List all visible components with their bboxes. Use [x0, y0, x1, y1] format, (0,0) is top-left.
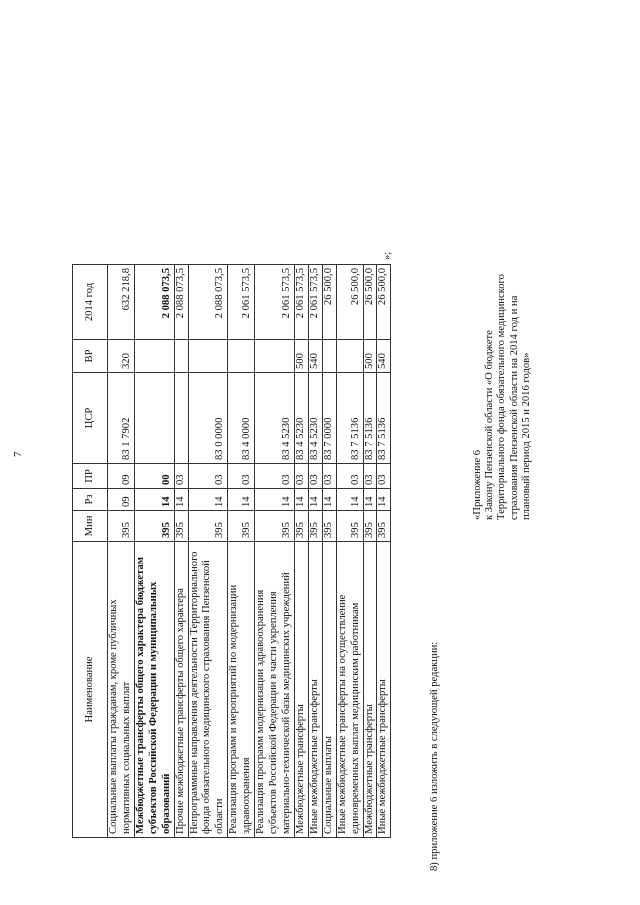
row-name-cell: Реализация программ модернизации здравоохранения субъектов Российской Федерации в части укрепления материально-технической базы медицинских учреждений: [255, 542, 295, 838]
row-name-cell: Межбюджетные трансферты: [363, 542, 377, 838]
row-vr-cell: 540: [377, 340, 391, 373]
row-csr-cell: [134, 373, 174, 464]
row-vr-cell: [188, 340, 228, 373]
row-name-cell: Иные межбюджетные трансферты на осуществление единовременных выплат медицинским работникам: [336, 542, 363, 838]
table-row: [308, 265, 322, 838]
row-rz-cell: 14: [308, 489, 322, 511]
appendix-line: страхования Пензенской области на 2014 год и на: [508, 295, 520, 520]
table-row: [363, 265, 377, 838]
amendment-item-8: 8) приложение 6 изложить в следующей редакции:: [429, 641, 440, 871]
row-amount-cell: 632 218,8: [108, 265, 135, 340]
row-csr-cell: [174, 373, 188, 464]
row-rz-cell: 14: [255, 489, 295, 511]
row-name-cell: Прочие межбюджетные трансферты общего характера: [174, 542, 188, 838]
table-body: [108, 265, 391, 838]
row-name-cell: Социальные выплаты гражданам, кроме публичных нормативных социальных выплат: [108, 542, 135, 838]
row-name-cell: Межбюджетные трансферты: [294, 542, 308, 838]
row-min-cell: 395: [108, 511, 135, 542]
header-pr: ПР: [73, 464, 108, 489]
row-pr-cell: 03: [228, 464, 255, 489]
row-vr-cell: 320: [108, 340, 135, 373]
row-rz-cell: 14: [336, 489, 363, 511]
table-row: [188, 265, 228, 838]
row-min-cell: 395: [336, 511, 363, 542]
row-csr-cell: 83 7 5136: [363, 373, 377, 464]
row-vr-cell: [255, 340, 295, 373]
row-pr-cell: 03: [294, 464, 308, 489]
row-name-cell: Непрограммные направления деятельности Территориального фонда обязательного медицинского страхования Пензенской области: [188, 542, 228, 838]
row-min-cell: 395: [308, 511, 322, 542]
row-amount-cell: 26 500,0: [363, 265, 377, 340]
table-row: [255, 265, 295, 838]
appendix-line: Территориального фонда обязательного медицинского: [496, 274, 508, 520]
row-amount-cell: 26 500,0: [322, 265, 336, 340]
row-csr-cell: 83 7 5136: [336, 373, 363, 464]
header-name: Наименование: [73, 542, 108, 838]
header-min: Мин: [73, 511, 108, 542]
row-amount-cell: 26 500,0: [336, 265, 363, 340]
row-amount-cell: 2 061 573,5: [255, 265, 295, 340]
row-rz-cell: 14: [174, 489, 188, 511]
row-rz-cell: 09: [108, 489, 135, 511]
row-min-cell: 395: [228, 511, 255, 542]
row-min-cell: 395: [255, 511, 295, 542]
appendix-heading: [472, 274, 533, 520]
row-pr-cell: 03: [255, 464, 295, 489]
row-pr-cell: 03: [322, 464, 336, 489]
row-csr-cell: 83 1 7902: [108, 373, 135, 464]
row-csr-cell: 83 4 5230: [308, 373, 322, 464]
row-pr-cell: 03: [363, 464, 377, 489]
row-min-cell: 395: [294, 511, 308, 542]
row-csr-cell: 83 4 0000: [228, 373, 255, 464]
appendix-line: плановый период 2015 и 2016 годов»: [520, 352, 532, 520]
appendix-line: «Приложение 6: [472, 449, 483, 520]
row-name-cell: Реализация программ и мероприятий по модернизации здравоохранения: [228, 542, 255, 838]
appendix-line: к Закону Пензенской области «О бюджете: [484, 330, 496, 520]
row-vr-cell: 540: [308, 340, 322, 373]
table-header-row: [73, 265, 108, 838]
row-amount-cell: 2 088 073,5: [188, 265, 228, 340]
table-row: [174, 265, 188, 838]
row-csr-cell: 83 7 0000: [322, 373, 336, 464]
page-number: 7: [12, 451, 24, 457]
row-amount-cell: 2 088 073,5: [174, 265, 188, 340]
row-min-cell: 395: [188, 511, 228, 542]
row-rz-cell: 14: [228, 489, 255, 511]
row-vr-cell: [134, 340, 174, 373]
row-vr-cell: 500: [294, 340, 308, 373]
row-pr-cell: 03: [336, 464, 363, 489]
table-row: [336, 265, 363, 838]
row-name-cell: Социальные выплаты: [322, 542, 336, 838]
row-vr-cell: [336, 340, 363, 373]
table-row: [377, 265, 391, 838]
row-vr-cell: 500: [363, 340, 377, 373]
row-name-cell: Межбюджетные трансферты общего характера бюджетам субъектов Российской Федерации и муниципальных образований: [134, 542, 174, 838]
row-csr-cell: 83 7 5136: [377, 373, 391, 464]
row-pr-cell: 03: [308, 464, 322, 489]
header-rz: Рз: [73, 489, 108, 511]
row-pr-cell: 00: [134, 464, 174, 489]
row-pr-cell: 03: [174, 464, 188, 489]
row-min-cell: 395: [363, 511, 377, 542]
header-vr: ВР: [73, 340, 108, 373]
row-rz-cell: 14: [322, 489, 336, 511]
row-csr-cell: 83 4 5230: [255, 373, 295, 464]
header-year: 2014 год: [73, 265, 108, 340]
row-pr-cell: 03: [377, 464, 391, 489]
row-vr-cell: [174, 340, 188, 373]
row-min-cell: 395: [134, 511, 174, 542]
header-csr: ЦСР: [73, 373, 108, 464]
row-rz-cell: 14: [363, 489, 377, 511]
table-row: [134, 265, 174, 838]
budget-table: [72, 264, 391, 838]
row-name-cell: Иные межбюджетные трансферты: [308, 542, 322, 838]
table-row: [228, 265, 255, 838]
row-rz-cell: 14: [188, 489, 228, 511]
table-row: [108, 265, 135, 838]
row-amount-cell: 2 061 573,5: [294, 265, 308, 340]
row-rz-cell: 14: [377, 489, 391, 511]
row-csr-cell: 83 0 0000: [188, 373, 228, 464]
row-amount-cell: 2 061 573,5: [308, 265, 322, 340]
closing-quote-mark: »;: [382, 251, 393, 260]
row-min-cell: 395: [377, 511, 391, 542]
row-csr-cell: 83 4 5230: [294, 373, 308, 464]
row-name-cell: Иные межбюджетные трансферты: [377, 542, 391, 838]
row-vr-cell: [322, 340, 336, 373]
row-pr-cell: 09: [108, 464, 135, 489]
table-row: [322, 265, 336, 838]
row-min-cell: 395: [322, 511, 336, 542]
row-rz-cell: 14: [134, 489, 174, 511]
table-row: [294, 265, 308, 838]
row-amount-cell: 26 500,0: [377, 265, 391, 340]
row-amount-cell: 2 061 573,5: [228, 265, 255, 340]
row-amount-cell: 2 088 073,5: [134, 265, 174, 340]
row-min-cell: 395: [174, 511, 188, 542]
row-rz-cell: 14: [294, 489, 308, 511]
row-vr-cell: [228, 340, 255, 373]
row-pr-cell: 03: [188, 464, 228, 489]
